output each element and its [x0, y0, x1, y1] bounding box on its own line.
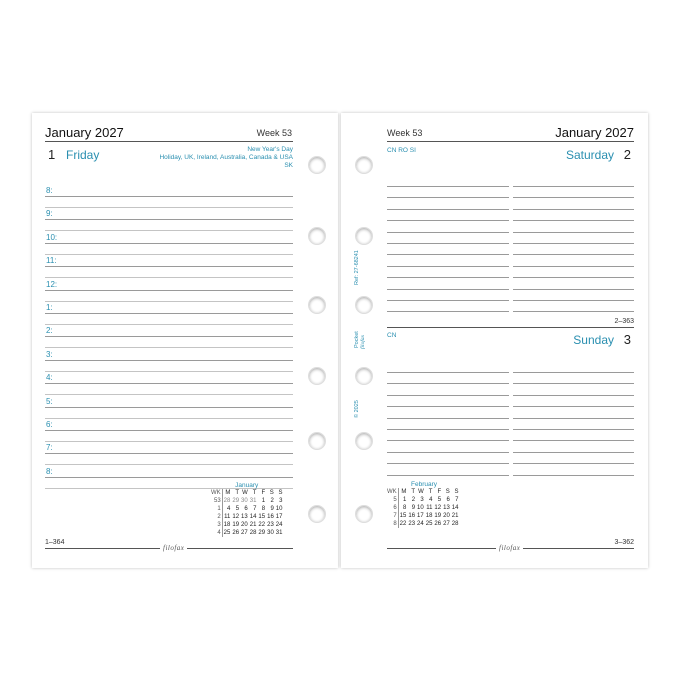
ring-hole: [355, 505, 373, 523]
mini-calendar-day: 27: [443, 521, 450, 527]
writing-line[interactable]: [387, 475, 509, 476]
ring-hole: [355, 432, 373, 450]
writing-line[interactable]: [45, 418, 180, 419]
writing-line[interactable]: [387, 277, 509, 278]
mini-calendar-day: 31: [249, 498, 257, 504]
writing-line[interactable]: [171, 371, 293, 372]
mini-calendar-day: 2: [270, 498, 274, 504]
mini-calendar-title: February: [411, 481, 438, 488]
page-number: 3–362: [614, 539, 634, 546]
writing-line[interactable]: [45, 196, 180, 197]
mini-calendar-day: 19: [434, 513, 442, 519]
writing-line[interactable]: [513, 186, 634, 187]
mini-calendar-header: S: [454, 489, 459, 495]
header-rule: [387, 141, 634, 142]
mini-calendar-day: 13: [443, 505, 450, 511]
writing-line[interactable]: [387, 220, 509, 221]
writing-line[interactable]: [387, 452, 509, 453]
ring-hole: [308, 227, 326, 245]
writing-line[interactable]: [171, 336, 293, 337]
mini-calendar-day: 11: [224, 514, 231, 520]
writing-line[interactable]: [513, 289, 634, 290]
mini-calendar-header: T: [411, 489, 416, 495]
mini-calendar-table: [386, 488, 459, 528]
writing-line[interactable]: [171, 407, 293, 408]
writing-line[interactable]: [171, 360, 293, 361]
mini-calendar-day: 11: [426, 505, 433, 511]
mini-calendar-day: 15: [399, 513, 407, 519]
writing-line[interactable]: [171, 347, 293, 348]
writing-line[interactable]: [171, 301, 293, 302]
writing-line[interactable]: [387, 440, 509, 441]
mini-calendar-header: M: [401, 489, 407, 495]
mini-calendar-week: 1: [210, 505, 222, 513]
writing-line[interactable]: [45, 324, 180, 325]
writing-line[interactable]: [45, 230, 180, 231]
mini-calendar-day: 5: [235, 506, 240, 512]
ring-hole: [355, 296, 373, 314]
writing-line[interactable]: [171, 418, 293, 419]
writing-line[interactable]: [171, 290, 293, 291]
mini-calendar-day: 4: [227, 506, 231, 512]
writing-line[interactable]: [387, 372, 509, 373]
writing-line[interactable]: [171, 477, 293, 478]
hour-label: 7:: [46, 443, 53, 453]
writing-line[interactable]: [171, 394, 293, 395]
day-number-saturday: 2: [623, 147, 631, 162]
mini-calendar-day: 10: [275, 506, 283, 512]
writing-line[interactable]: [387, 418, 509, 419]
hour-label: 2:: [46, 326, 53, 336]
mini-calendar-day: 28: [249, 530, 257, 536]
writing-line[interactable]: [513, 418, 634, 419]
month-title: January 2027: [45, 125, 124, 140]
mini-calendar-day: 14: [451, 505, 459, 511]
writing-line[interactable]: [45, 394, 180, 395]
writing-line[interactable]: [513, 243, 634, 244]
mini-calendar-week: 4: [210, 529, 222, 537]
writing-line[interactable]: [45, 219, 180, 220]
mini-calendar-january: [210, 482, 283, 537]
writing-line[interactable]: [513, 232, 634, 233]
mini-calendar-day: 25: [425, 521, 433, 527]
hour-label: 1:: [46, 303, 53, 312]
spine-logo: filofax: [360, 334, 366, 349]
mini-calendar-header: T: [428, 489, 433, 495]
mini-calendar-day: 31: [275, 530, 283, 536]
hour-label: 10:: [46, 232, 58, 242]
ring-hole: [308, 367, 326, 385]
writing-line[interactable]: [387, 289, 509, 290]
mini-calendar-header: WK: [211, 490, 221, 496]
mini-calendar-day: 3: [279, 498, 283, 504]
mini-calendar-header: WK: [387, 489, 397, 495]
mini-calendar-day: 1: [261, 498, 266, 504]
mini-calendar-day: 23: [267, 522, 274, 528]
writing-line[interactable]: [171, 243, 293, 244]
writing-line[interactable]: [513, 277, 634, 278]
month-title: January 2027: [555, 125, 634, 140]
mini-calendar-day: 28: [223, 498, 231, 504]
mini-calendar-day: 18: [223, 522, 231, 528]
holiday-line: New Year's Day: [247, 146, 293, 153]
writing-line[interactable]: [45, 464, 180, 465]
mini-calendar-day: 19: [232, 522, 240, 528]
writing-line[interactable]: [513, 475, 634, 476]
week-label: Week 53: [387, 128, 423, 138]
writing-line[interactable]: [513, 383, 634, 384]
ref-code: Ref: 27-68241: [354, 250, 360, 285]
writing-line[interactable]: [45, 430, 180, 431]
ring-hole: [308, 156, 326, 174]
mini-calendar-week: 6: [386, 504, 398, 512]
writing-line[interactable]: [387, 243, 509, 244]
mini-calendar-day: 7: [253, 506, 257, 512]
writing-line[interactable]: [171, 464, 293, 465]
mini-calendar-day: 7: [455, 497, 459, 503]
copyright: © 2025: [354, 400, 360, 418]
writing-line[interactable]: [513, 311, 634, 312]
mini-calendar-week: 3: [210, 521, 222, 529]
mini-calendar-day: 23: [408, 521, 416, 527]
hour-label: 4:: [46, 373, 53, 383]
mini-calendar-day: 8: [261, 506, 266, 512]
writing-line[interactable]: [513, 254, 634, 255]
right-diary-page: [341, 113, 648, 568]
writing-line[interactable]: [513, 220, 634, 221]
mini-calendar-day: 30: [267, 530, 274, 536]
ring-hole: [355, 367, 373, 385]
writing-line[interactable]: [387, 463, 509, 464]
writing-line[interactable]: [513, 406, 634, 407]
writing-line[interactable]: [171, 207, 293, 208]
writing-line[interactable]: [45, 266, 180, 267]
mini-calendar-day: 17: [275, 514, 283, 520]
writing-line[interactable]: [387, 254, 509, 255]
mini-calendar-header: F: [437, 489, 442, 495]
writing-line[interactable]: [513, 452, 634, 453]
mini-calendar-day: 10: [417, 505, 424, 511]
writing-line[interactable]: [387, 311, 509, 312]
writing-line[interactable]: [171, 277, 293, 278]
writing-line[interactable]: [171, 441, 293, 442]
country-codes: CN: [387, 332, 397, 339]
day-name: Friday: [66, 148, 100, 162]
mini-calendar-week: 8: [386, 520, 398, 528]
holiday-note: [133, 146, 293, 170]
writing-line[interactable]: [387, 383, 509, 384]
hour-label: 5:: [46, 396, 53, 406]
mini-calendar-day: 29: [258, 530, 266, 536]
writing-line[interactable]: [171, 313, 293, 314]
ring-hole: [308, 505, 326, 523]
writing-line[interactable]: [45, 254, 180, 255]
writing-line[interactable]: [387, 300, 509, 301]
writing-line[interactable]: [171, 383, 293, 384]
mini-calendar-day: 22: [258, 522, 266, 528]
writing-line[interactable]: [387, 266, 509, 267]
writing-line[interactable]: [45, 301, 180, 302]
writing-line[interactable]: [513, 266, 634, 267]
writing-line[interactable]: [45, 453, 180, 454]
hour-label: 3:: [46, 349, 53, 359]
writing-line[interactable]: [513, 440, 634, 441]
mini-calendar-day: 16: [408, 513, 416, 519]
mini-calendar-table: [210, 489, 283, 537]
writing-line[interactable]: [45, 347, 180, 348]
mini-calendar-day: 28: [451, 521, 459, 527]
writing-line[interactable]: [45, 477, 180, 478]
hour-label: 9:: [46, 209, 53, 219]
day-name-saturday: Saturday: [565, 148, 614, 162]
writing-line[interactable]: [171, 230, 293, 231]
mini-calendar-header: S: [445, 489, 450, 495]
writing-line[interactable]: [45, 407, 180, 408]
writing-line[interactable]: [387, 232, 509, 233]
day-number: 1: [48, 147, 56, 162]
mini-calendar-day: 24: [275, 522, 283, 528]
mini-calendar-day: 6: [244, 506, 248, 512]
writing-line[interactable]: [387, 186, 509, 187]
mini-calendar-day: 13: [241, 514, 248, 520]
writing-line[interactable]: [45, 371, 180, 372]
writing-line[interactable]: [513, 463, 634, 464]
writing-line[interactable]: [387, 197, 509, 198]
writing-line[interactable]: [513, 429, 634, 430]
mini-calendar-day: 9: [270, 506, 274, 512]
header-rule: [45, 141, 293, 142]
mini-calendar-day: 17: [417, 513, 424, 519]
ring-hole: [308, 296, 326, 314]
mini-calendar-day: 21: [451, 513, 459, 519]
writing-line[interactable]: [45, 207, 180, 208]
writing-line[interactable]: [513, 372, 634, 373]
writing-line[interactable]: [171, 453, 293, 454]
writing-line[interactable]: [513, 197, 634, 198]
day-number-sunday: 3: [623, 332, 631, 347]
writing-line[interactable]: [45, 290, 180, 291]
writing-line[interactable]: [45, 441, 180, 442]
writing-line[interactable]: [45, 277, 180, 278]
week-label: Week 53: [256, 128, 292, 138]
mini-calendar-header: S: [278, 490, 283, 496]
mini-calendar-day: 25: [223, 530, 231, 536]
mini-calendar-day: 27: [241, 530, 248, 536]
mini-calendar-day: 30: [241, 498, 248, 504]
writing-line[interactable]: [387, 429, 509, 430]
mini-calendar-week: 7: [386, 512, 398, 520]
mini-calendar-week: 5: [386, 496, 398, 504]
writing-line[interactable]: [45, 360, 180, 361]
mini-calendar-day: 20: [241, 522, 248, 528]
writing-line[interactable]: [45, 488, 180, 489]
hour-label: 11:: [46, 256, 57, 266]
filofax-logo: filofax: [496, 544, 523, 552]
mini-calendar-day: 8: [403, 505, 407, 511]
hour-label: 12:: [46, 279, 58, 289]
ring-hole: [355, 156, 373, 174]
writing-line[interactable]: [171, 324, 293, 325]
left-diary-page: [32, 113, 338, 568]
holiday-line: Holiday, UK, Ireland, Australia, Canada & USA: [159, 154, 293, 161]
writing-line[interactable]: [387, 406, 509, 407]
page-number-saturday: 2–363: [614, 318, 634, 325]
mini-calendar-day: 2: [411, 497, 416, 503]
writing-line[interactable]: [513, 209, 634, 210]
mini-calendar-title: January: [235, 482, 259, 489]
mini-calendar-february: [386, 481, 459, 528]
mini-calendar-day: 18: [425, 513, 433, 519]
mini-calendar-day: 24: [417, 521, 424, 527]
mini-calendar-day: 15: [258, 514, 266, 520]
mini-calendar-header: T: [252, 490, 257, 496]
day-name-sunday: Sunday: [573, 333, 614, 347]
size-label: Pocket: [354, 331, 360, 348]
writing-line[interactable]: [513, 300, 634, 301]
holiday-line: SK: [284, 162, 293, 169]
mini-calendar-day: 12: [434, 505, 442, 511]
mini-calendar-day: 6: [446, 497, 450, 503]
mini-calendar-day: 3: [420, 497, 424, 503]
day-divider: [387, 327, 634, 328]
mini-calendar-day: 4: [429, 497, 433, 503]
hour-label: 8:: [46, 466, 53, 476]
writing-line[interactable]: [387, 209, 509, 210]
mini-calendar-week: 53: [210, 497, 222, 505]
mini-calendar-header: W: [242, 490, 248, 496]
writing-line[interactable]: [387, 395, 509, 396]
mini-calendar-header: T: [235, 490, 240, 496]
mini-calendar-header: M: [225, 490, 231, 496]
mini-calendar-day: 1: [403, 497, 407, 503]
country-codes: CN RO SI: [387, 147, 416, 154]
writing-line[interactable]: [45, 313, 180, 314]
mini-calendar-day: 26: [232, 530, 240, 536]
page-number: 1–364: [45, 539, 65, 546]
writing-line[interactable]: [45, 336, 180, 337]
mini-calendar-day: 16: [267, 514, 274, 520]
mini-calendar-day: 26: [434, 521, 442, 527]
mini-calendar-day: 9: [411, 505, 416, 511]
mini-calendar-header: S: [269, 490, 274, 496]
mini-calendar-day: 21: [249, 522, 257, 528]
mini-calendar-day: 12: [232, 514, 240, 520]
writing-line[interactable]: [171, 219, 293, 220]
mini-calendar-day: 5: [437, 497, 442, 503]
mini-calendar-week: 2: [210, 513, 222, 521]
mini-calendar-day: 14: [249, 514, 257, 520]
mini-calendar-day: 29: [232, 498, 240, 504]
filofax-logo: filofax: [160, 544, 187, 552]
mini-calendar-day: 20: [443, 513, 450, 519]
writing-line[interactable]: [171, 254, 293, 255]
ring-hole: [308, 432, 326, 450]
hour-label: 8:: [46, 186, 53, 195]
hour-label: 6:: [46, 420, 53, 429]
mini-calendar-day: 22: [399, 521, 407, 527]
writing-line[interactable]: [171, 430, 293, 431]
writing-line[interactable]: [45, 383, 180, 384]
writing-line[interactable]: [45, 243, 180, 244]
mini-calendar-header: F: [261, 490, 266, 496]
writing-line[interactable]: [513, 395, 634, 396]
writing-line[interactable]: [171, 196, 293, 197]
mini-calendar-header: W: [418, 489, 424, 495]
ring-hole: [355, 227, 373, 245]
writing-line[interactable]: [171, 266, 293, 267]
